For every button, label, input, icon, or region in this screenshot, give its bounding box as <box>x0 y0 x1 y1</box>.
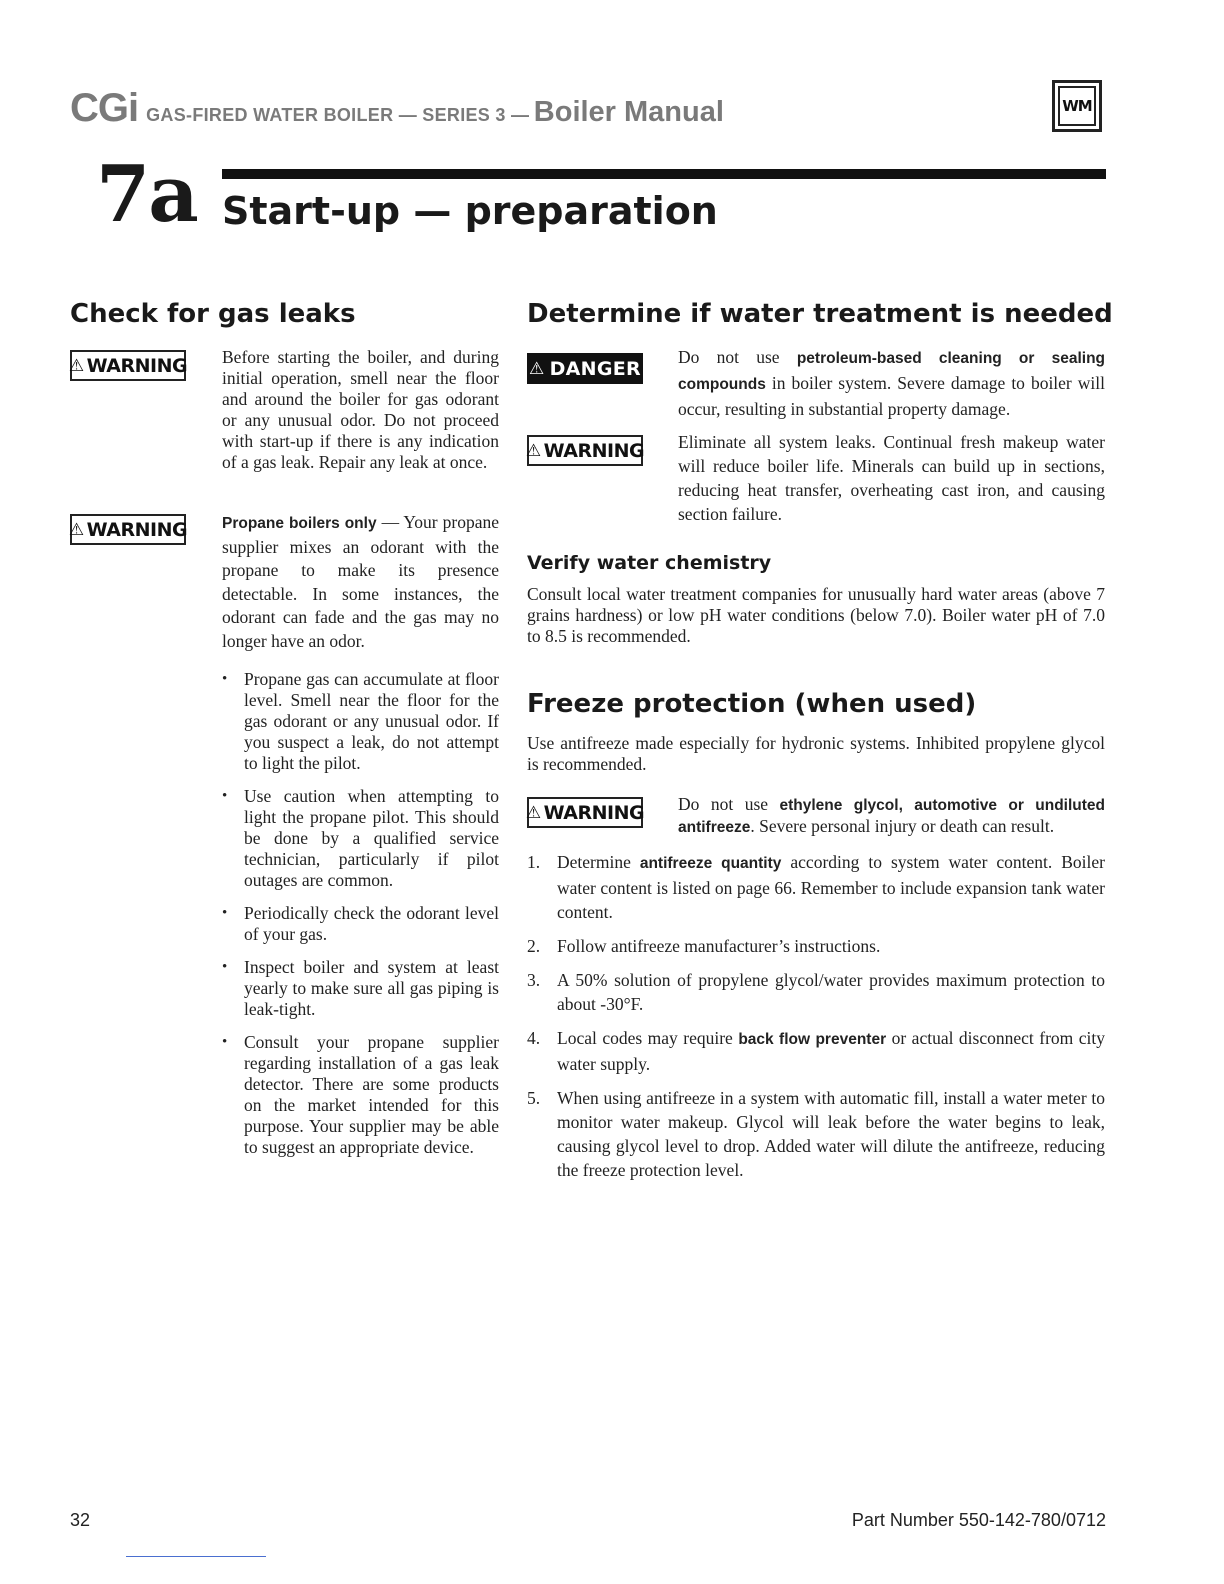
danger-triangle-icon: ⚠ <box>529 358 545 379</box>
step-text: or actual disconnect from city water supply. <box>557 1028 1106 1074</box>
step-number: 1. <box>527 852 541 872</box>
warning-triangle-icon: ⚠ <box>68 355 84 376</box>
page-number: 32 <box>70 1510 91 1530</box>
warning-propane-text <box>222 511 499 653</box>
step-number: 2. <box>527 936 541 956</box>
list-item <box>527 1026 1105 1076</box>
step-text: A 50% solution of propylene glycol/water provides maximum protection to about -30°F. <box>557 970 1105 1014</box>
antifreeze-warning-pre: Do not use <box>678 794 780 814</box>
warning-badge <box>527 435 643 466</box>
subheading-verify-water-chemistry: Verify water chemistry <box>527 552 772 574</box>
propane-bullet-list <box>222 669 499 1170</box>
warning-antifreeze-text <box>678 794 1105 838</box>
list-item <box>527 968 1105 1016</box>
warning-label: WARNING <box>86 518 188 541</box>
step-text: Follow antifreeze manufacturer’s instructions. <box>557 936 881 956</box>
step-text: Local codes may require <box>557 1028 739 1048</box>
danger-text-pre: Do not use <box>678 347 797 367</box>
heading-water-treatment: Determine if water treatment is needed <box>527 299 1113 329</box>
list-item: • Propane gas can accumulate at floor level. Smell near the floor for the gas odorant or any unusual odor. If you suspect a leak, do not attempt to light the pilot. <box>222 669 499 774</box>
brand-name: CGi <box>70 86 139 130</box>
warning-badge <box>70 514 186 545</box>
propane-text: — Your propane supplier mixes an odorant with the propane to make its presence detectable. In some instances, the odorant can fade and the gas may no longer have an odor. <box>222 512 499 651</box>
antifreeze-steps-list <box>527 850 1105 1192</box>
antifreeze-warning-post: . Severe personal injury or death can result. <box>750 816 1055 836</box>
warning-label: WARNING <box>543 801 645 824</box>
danger-text <box>678 345 1105 421</box>
logo-text: WM <box>1062 97 1092 115</box>
list-item: • Consult your propane supplier regarding installation of a gas leak detector. There are some products on the market intended for this purpose. Your supplier may be able to suggest an appropriate device. <box>222 1032 499 1158</box>
warning-system-leaks-text: Eliminate all system leaks. Continual fresh makeup water will reduce boiler life. Minerals can build up in sections, reducing heat transfer, overheating cast iron, and causing section failure. <box>678 432 1105 524</box>
header-manual-title: Boiler Manual <box>533 96 724 128</box>
danger-label: DANGER <box>549 357 641 380</box>
list-item: • Periodically check the odorant level of your gas. <box>222 903 499 945</box>
chapter-rule <box>222 169 1106 179</box>
freeze-protection-text: Use antifreeze made especially for hydronic systems. Inhibited propylene glycol is recommended. <box>527 733 1105 774</box>
danger-text-post: in boiler system. Severe damage to boiler will occur, resulting in substantial property damage. <box>678 373 1105 419</box>
warning-badge <box>70 350 186 381</box>
water-chemistry-text: Consult local water treatment companies for unusually hard water areas (above 7 grains hardness) or low pH water conditions (below 7.0). Boiler water pH of 7.0 to 8.5 is recommended. <box>527 584 1105 646</box>
step-bold: back flow preventer <box>738 1031 887 1048</box>
heading-freeze-protection: Freeze protection (when used) <box>527 689 977 719</box>
step-text: When using antifreeze in a system with automatic fill, install a water meter to monitor water makeup. Glycol will leak before the water begins to leak, causing glycol level to drop. Added water will dilute the antifreeze, reducing the freeze protection level. <box>557 1088 1105 1180</box>
list-item: • Inspect boiler and system at least yearly to make sure all gas piping is leak-tight. <box>222 957 499 1020</box>
step-text: Determine <box>557 852 640 872</box>
header-subtitle: GAS-FIRED WATER BOILER — SERIES 3 — <box>146 105 530 125</box>
part-number: Part Number 550-142-780/0712 <box>851 1510 1106 1530</box>
warning-triangle-icon: ⚠ <box>525 440 541 461</box>
heading-check-gas-leaks: Check for gas leaks <box>70 299 356 329</box>
manual-header <box>70 86 724 131</box>
step-number: 5. <box>527 1088 541 1108</box>
step-text: according to system water content. Boiler water content is listed on page 66. Remember to include expansion tank water content. <box>557 852 1105 922</box>
list-item <box>527 1086 1105 1182</box>
warning-triangle-icon: ⚠ <box>68 519 84 540</box>
step-bold: antifreeze quantity <box>639 855 782 872</box>
list-item: • Use caution when attempting to light the propane pilot. This should be done by a qualified service technician, particularly if pilot outages are common. <box>222 786 499 891</box>
list-item <box>527 850 1105 924</box>
antifreeze-warning-bold: ethylene glycol, automotive or undiluted antifreeze <box>678 797 1106 836</box>
warning-badge <box>527 797 643 828</box>
weil-mclain-logo <box>1052 80 1102 132</box>
footer-link-underline <box>126 1556 266 1557</box>
step-number: 4. <box>527 1028 541 1048</box>
list-item <box>527 934 1105 958</box>
propane-bold-lead: Propane boilers only <box>222 515 377 532</box>
warning-gas-leak-text: Before starting the boiler, and during initial operation, smell near the floor and around the boiler for gas odorant or any unusual odor. Do not proceed with start-up if there is any indication of a gas leak. Repair any leak at once. <box>222 347 499 472</box>
chapter-title: Start-up — preparation <box>222 189 718 233</box>
warning-triangle-icon: ⚠ <box>525 802 541 823</box>
warning-label: WARNING <box>86 354 188 377</box>
warning-label: WARNING <box>543 439 645 462</box>
chapter-number: 7a <box>96 149 197 240</box>
step-number: 3. <box>527 970 541 990</box>
danger-badge <box>527 353 643 384</box>
danger-bold: petroleum-based cleaning or sealing compounds <box>678 350 1106 393</box>
